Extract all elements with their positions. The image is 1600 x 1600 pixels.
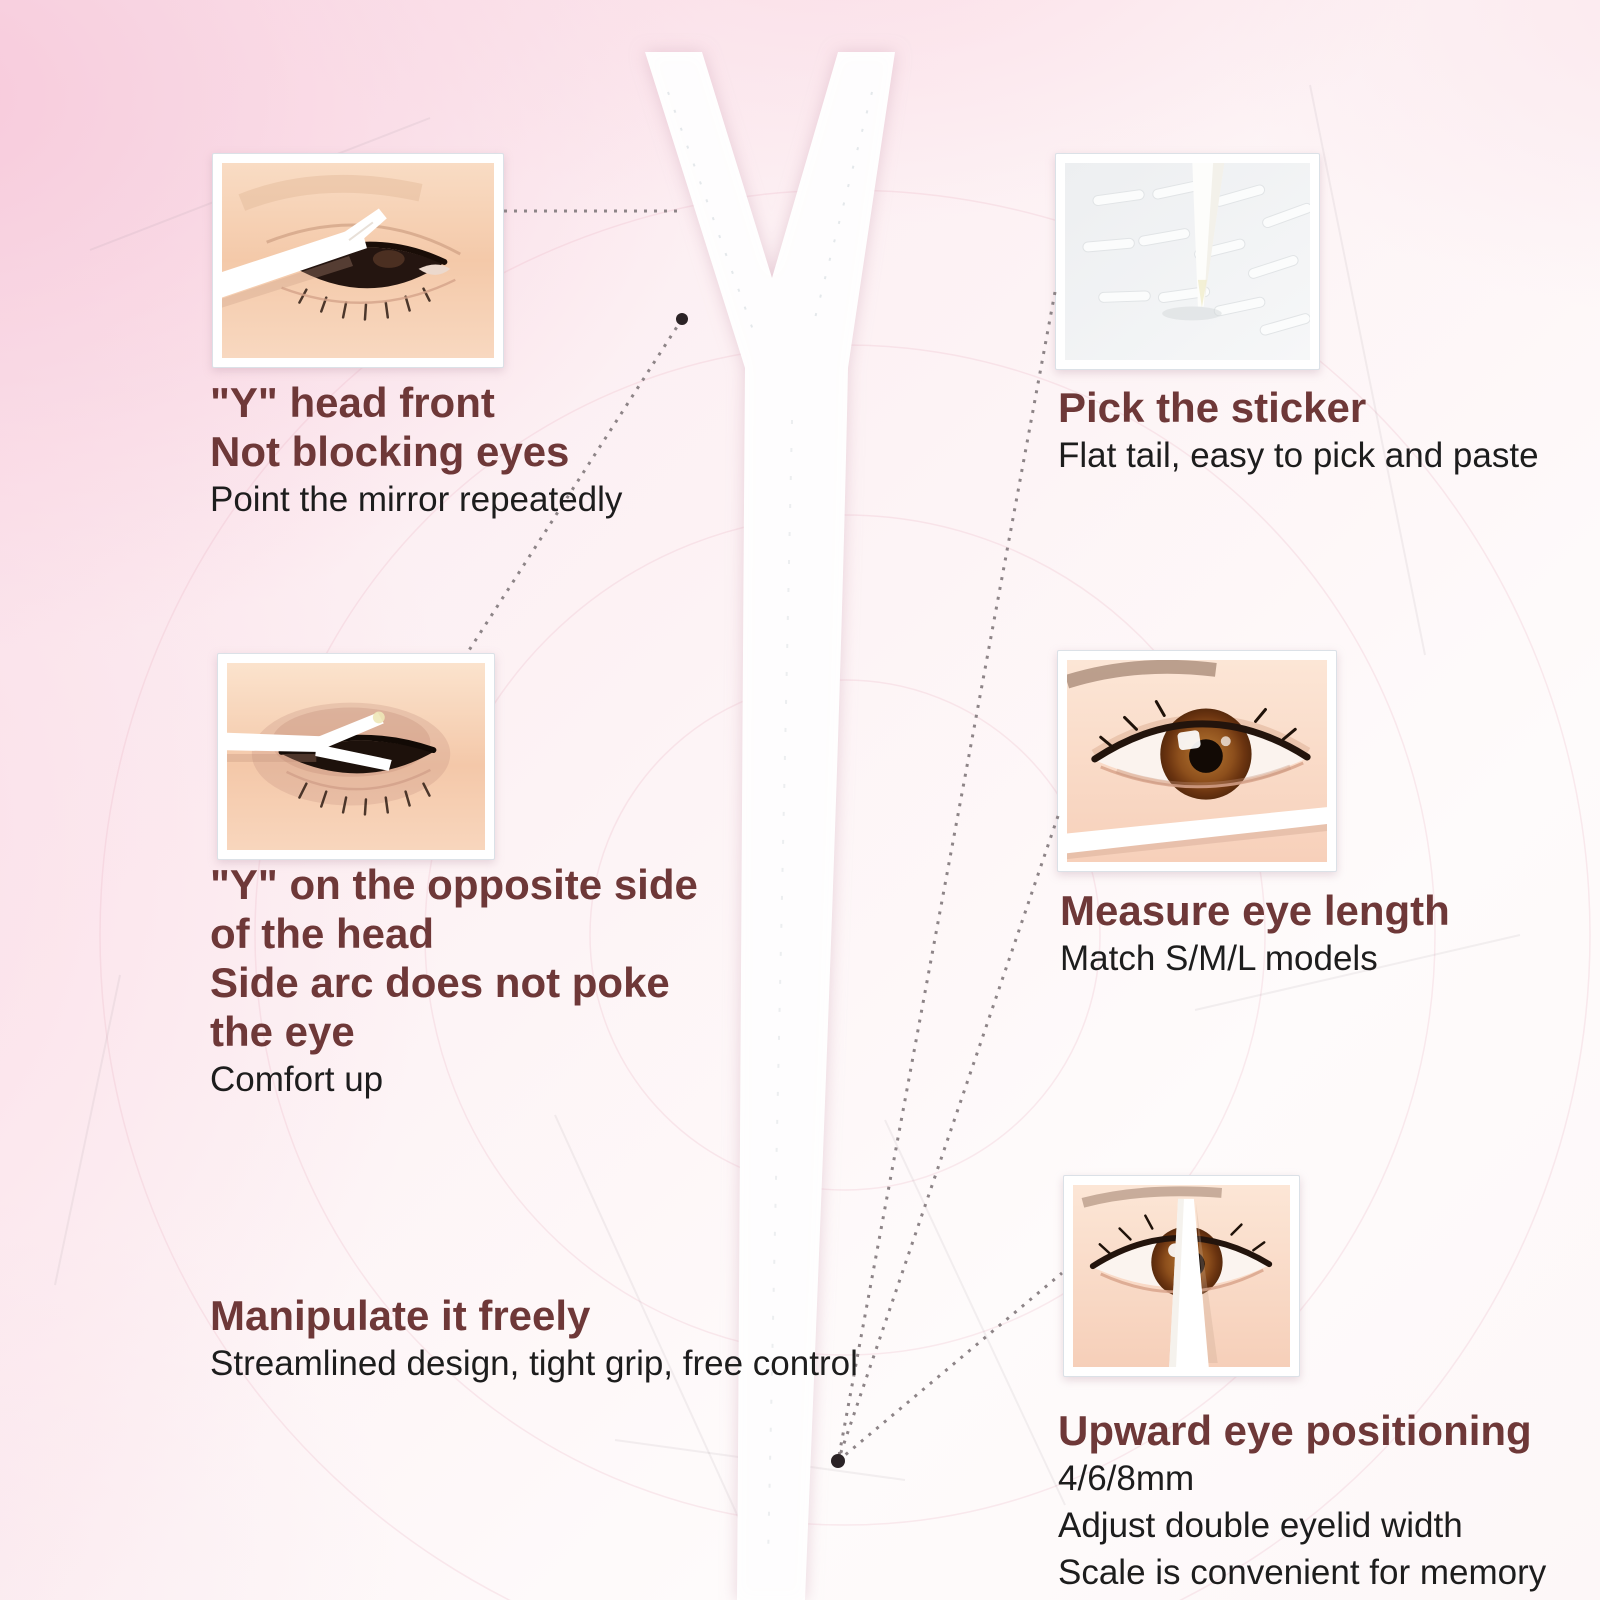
heading-line: Side arc does not poke	[210, 959, 670, 1006]
heading-line: Not blocking eyes	[210, 428, 570, 475]
heading-line: Upward eye positioning	[1058, 1407, 1532, 1454]
callout-anchor-dot-lower	[831, 1454, 845, 1468]
section-bottom-right	[1058, 1406, 1546, 1596]
callout-line-pick-sticker	[838, 292, 1055, 1461]
body-line: 4/6/8mm	[1058, 1459, 1195, 1498]
body-line: Match S/M/L models	[1060, 939, 1378, 978]
heading-line: of the head	[210, 910, 435, 957]
section-top-right	[1058, 383, 1539, 479]
heading-line: "Y" on the opposite side	[210, 861, 698, 908]
heading-line: "Y" head front	[210, 379, 495, 426]
body-line: Comfort up	[210, 1060, 384, 1099]
heading-line: Pick the sticker	[1058, 384, 1367, 431]
body-line: Point the mirror repeatedly	[210, 480, 623, 519]
body-line: Flat tail, easy to pick and paste	[1058, 436, 1539, 475]
body-line: Streamlined design, tight grip, free control	[210, 1344, 858, 1383]
body-line: Scale is convenient for memory	[1058, 1553, 1547, 1592]
body-line: Adjust double eyelid width	[1058, 1506, 1463, 1545]
callout-anchor-dot-upper	[676, 313, 688, 325]
callout-line-measure	[838, 816, 1058, 1461]
section-top-left	[210, 378, 622, 523]
heading-line: Measure eye length	[1060, 887, 1450, 934]
heading-line: Manipulate it freely	[210, 1292, 591, 1339]
section-mid-left	[210, 860, 698, 1103]
section-bottom-left	[210, 1291, 858, 1387]
heading-line: the eye	[210, 1008, 355, 1055]
section-mid-right	[1060, 886, 1450, 982]
